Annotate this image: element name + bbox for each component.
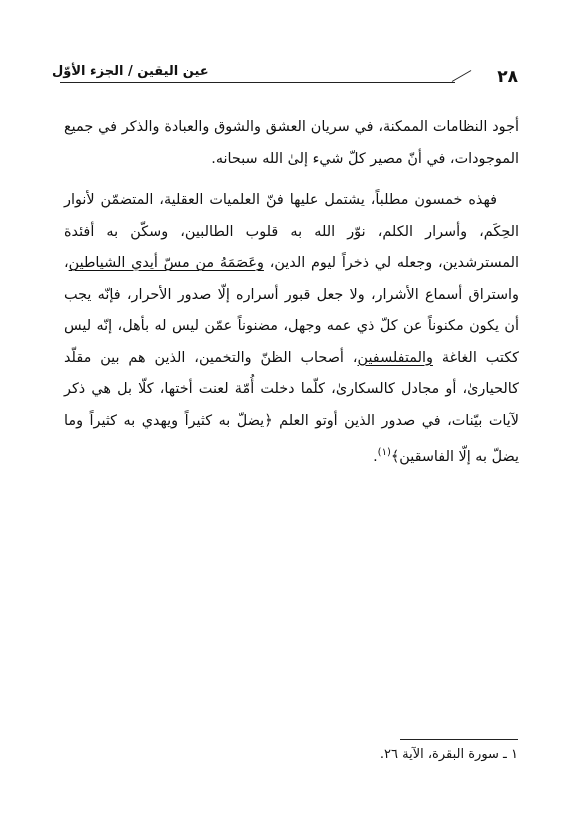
paragraph-2-part-a: فهذه خمسون مطلباً، يشتمل عليها فنّ العلميات العقلية، المتضمّن لأنوار الحِكَم، وأسرار الكلم، نوّر الله به قلوب الطالبين، وسكّن به أفئدة المسترشدين، وجعله لي ذخراً ليوم الدين، [64, 192, 519, 271]
footnote-reference: (١) [377, 447, 391, 458]
paragraph-2 [64, 185, 519, 473]
header-rule-slant [452, 70, 472, 82]
underlined-phrase-1: وعَصَمَهُ من مسّ أيدي الشياطين [68, 255, 264, 271]
underlined-phrase-2: والمتفلسفين [357, 349, 433, 366]
footnote: ١ ـ سورة البقرة، الآية ٢٦. [379, 747, 518, 762]
page-number: ٢٨ [497, 67, 518, 87]
paragraph-2-end: . [373, 448, 378, 465]
paragraph-2-part-c: ، أصحاب الظنّ والتخمين، الذين هم بين مقلّد كالحيارىٰ، أو مجادل كالسكارىٰ، كلّما دخلت أُمّة لعنت أختها، كلّا بل هي ذكر لآيات بيّنات، في صدور الذين أوتو العلم ﴿يضلّ به كثيراً ويهدي به كثيراً وما يضلّ به إلّا الفاسقين﴾ [64, 349, 519, 465]
running-header-title: عين اليقين / الجزء الأوّل [52, 64, 209, 79]
header-rule [60, 82, 455, 83]
main-text [64, 112, 519, 473]
paragraph-1: أجود النظامات الممكنة، في سريان العشق والشوق والعبادة والذكر في جميع الموجودات، في أنّ مصير كلّ شيء إلىٰ الله سبحانه. [64, 119, 519, 167]
footnote-rule [400, 739, 518, 740]
paragraph-2-part-b: ، واستراق أسماع الأشرار، ولا جعل قبور أسراره إلّا صدور الأحرار، فإنّه يجب أن يكون مكنوناً عن كلّ ذي عمه وجهل، مضنوناً عمّن ليس له بأهل، إنّه ليس ككتب الغاغة [64, 255, 519, 366]
